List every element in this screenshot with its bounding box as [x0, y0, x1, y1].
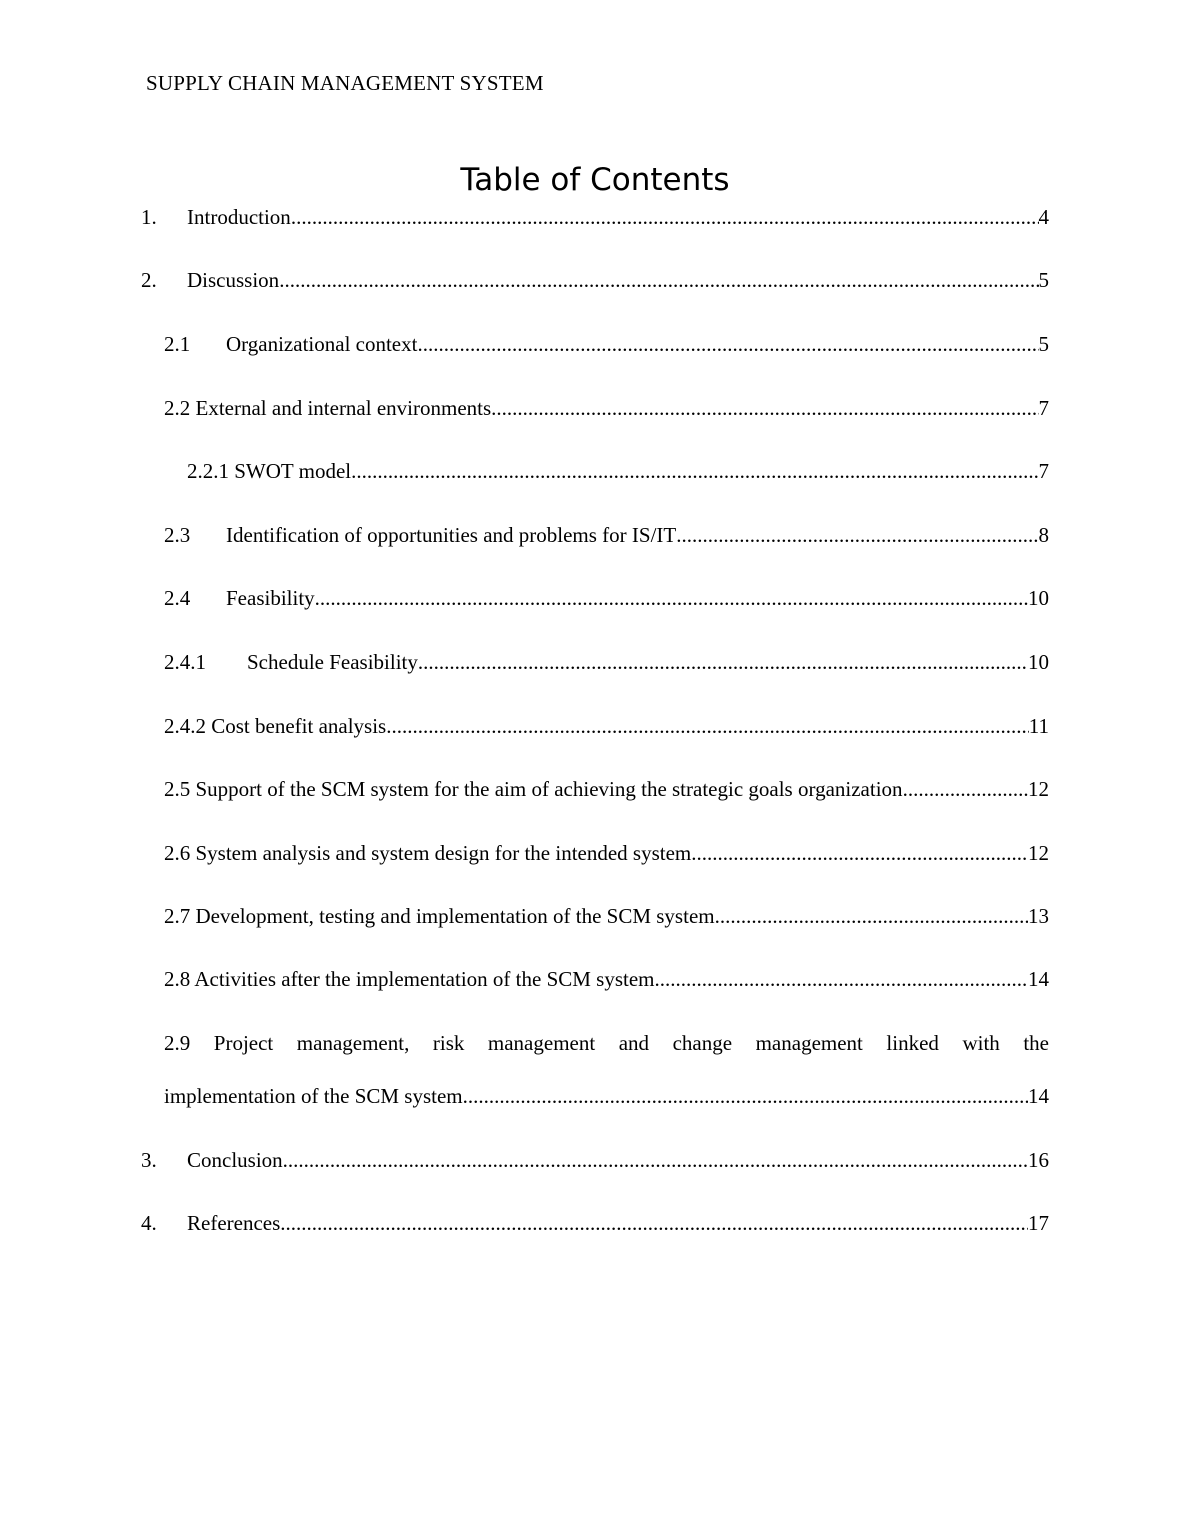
toc-word: Project	[213, 1031, 274, 1055]
toc-entry-text: implementation of the SCM system	[164, 1084, 463, 1108]
toc-entry-page: 11	[1028, 714, 1049, 738]
toc-dot-leader	[280, 1210, 1028, 1236]
toc-entry-opportunities-problems[interactable]	[164, 522, 1049, 548]
toc-entry-text: 2.8 Activities after the implementation of the SCM system	[164, 967, 655, 991]
toc-entry-number: 2.1	[164, 332, 191, 356]
toc-word: the	[1023, 1031, 1049, 1055]
toc-entry-cost-benefit[interactable]	[164, 713, 1049, 739]
toc-entry-page: 8	[1038, 523, 1049, 547]
toc-entry-project-management[interactable]	[164, 1030, 1049, 1109]
toc-word: management,	[296, 1031, 410, 1055]
toc-word: change	[672, 1031, 733, 1055]
toc-entry-page: 7	[1038, 459, 1049, 483]
toc-entry-text: Feasibility	[226, 586, 315, 610]
toc-entry-text: Organizational context	[226, 332, 418, 356]
toc-entry-text: Introduction	[187, 205, 291, 229]
toc-entry-number: 3.	[141, 1148, 157, 1172]
toc-dot-leader	[491, 395, 1038, 421]
toc-word: and	[618, 1031, 650, 1055]
toc-entry-text: 2.2 External and internal environments	[164, 396, 492, 420]
toc-dot-leader	[386, 713, 1029, 739]
toc-entry-text: Conclusion	[187, 1148, 283, 1172]
toc-entry-discussion[interactable]	[141, 267, 1049, 293]
toc-word: with	[962, 1031, 1000, 1055]
toc-entry-conclusion[interactable]	[141, 1147, 1049, 1173]
toc-entry-page: 14	[1028, 967, 1049, 991]
toc-entry-page: 12	[1028, 777, 1049, 801]
toc-dot-leader	[315, 585, 1028, 611]
toc-entry-text: 2.7 Development, testing and implementation of the SCM system	[164, 904, 715, 928]
toc-entry-number: 1.	[141, 205, 157, 229]
toc-entry-page: 5	[1038, 268, 1049, 292]
toc-entry-line1	[164, 1030, 1049, 1056]
toc-entry-page: 4	[1038, 205, 1049, 229]
toc-entry-references[interactable]	[141, 1210, 1049, 1236]
toc-entry-line2	[164, 1083, 1049, 1109]
toc-entry-page: 12	[1028, 841, 1049, 865]
toc-entry-page: 7	[1038, 396, 1049, 420]
toc-dot-leader	[418, 649, 1028, 675]
toc-entry-text: 2.5 Support of the SCM system for the aim of achieving the strategic goals organization	[164, 777, 903, 801]
toc-entry-text: Schedule Feasibility	[247, 650, 418, 674]
toc-entry-page: 5	[1038, 332, 1049, 356]
toc-entry-number: 2.4	[164, 586, 191, 610]
toc-entry-page: 14	[1028, 1084, 1049, 1108]
toc-entry-system-analysis[interactable]	[164, 840, 1049, 866]
toc-entry-scm-support[interactable]	[164, 776, 1049, 802]
toc-entry-development[interactable]	[164, 903, 1049, 929]
toc-entry-page: 13	[1028, 904, 1049, 928]
toc-word: risk	[432, 1031, 465, 1055]
toc-dot-leader	[351, 458, 1038, 484]
toc-entry-number: 2.4.1	[164, 650, 206, 674]
toc-dot-leader	[715, 903, 1028, 929]
toc-entry-text: 2.4.2 Cost benefit analysis	[164, 714, 387, 738]
toc-entry-swot-model[interactable]	[187, 458, 1049, 484]
toc-entry-text: 2.2.1 SWOT model	[187, 459, 352, 483]
toc-dot-leader	[279, 267, 1038, 293]
toc-dot-leader	[463, 1083, 1028, 1109]
toc-entry-number: 2.3	[164, 523, 191, 547]
toc-entry-text: Discussion	[187, 268, 280, 292]
toc-dot-leader	[676, 522, 1038, 548]
toc-entry-page: 17	[1028, 1211, 1049, 1235]
toc-entry-number: 2.	[141, 268, 157, 292]
toc-word: linked	[886, 1031, 939, 1055]
toc-word: management	[755, 1031, 863, 1055]
toc-entry-text: Identification of opportunities and problems for IS/IT	[226, 523, 677, 547]
toc-entry-schedule-feasibility[interactable]	[164, 649, 1049, 675]
toc-word: 2.9	[164, 1031, 191, 1055]
toc-entry-feasibility[interactable]	[164, 585, 1049, 611]
toc-dot-leader	[291, 204, 1039, 230]
toc-entry-introduction[interactable]	[141, 204, 1049, 230]
toc-dot-leader	[417, 331, 1038, 357]
toc-dot-leader	[655, 966, 1028, 992]
toc-dot-leader	[283, 1147, 1028, 1173]
toc-entry-text: References	[187, 1211, 281, 1235]
toc-entry-text: 2.6 System analysis and system design for the intended system	[164, 841, 692, 865]
toc-entry-page: 16	[1028, 1148, 1049, 1172]
toc-dot-leader	[903, 776, 1028, 802]
toc-word: management	[487, 1031, 596, 1055]
toc-entry-environments[interactable]	[164, 395, 1049, 421]
toc-entry-post-implementation[interactable]	[164, 966, 1049, 992]
toc-dot-leader	[691, 840, 1028, 866]
toc-entry-number: 4.	[141, 1211, 157, 1235]
running-head: SUPPLY CHAIN MANAGEMENT SYSTEM	[146, 71, 544, 95]
toc-entry-page: 10	[1028, 586, 1049, 610]
toc-entry-page: 10	[1028, 650, 1049, 674]
toc-title: Table of Contents	[460, 162, 730, 198]
toc-entry-organizational-context[interactable]	[164, 331, 1049, 357]
